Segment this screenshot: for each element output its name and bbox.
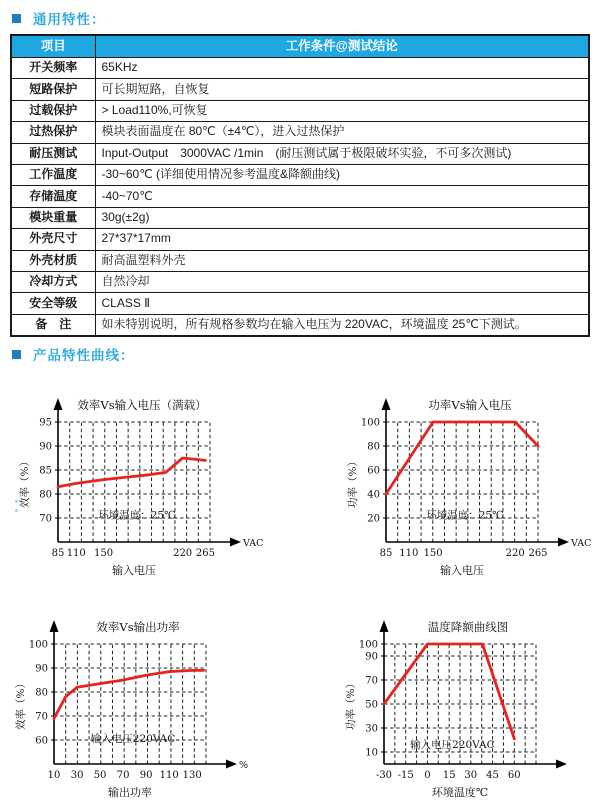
table-row [11,314,589,336]
x-tick-label: 10 [47,770,61,781]
row-value: 可长期短路，自恢复 [95,79,589,100]
y-tick-label: 90 [365,651,378,663]
x-axis-arrow-icon [556,760,567,769]
row-value: 耐高温塑料外壳 [95,250,589,271]
y-tick-label: 70 [365,675,378,687]
section-general-header [12,8,106,28]
table-header-row [11,35,589,58]
x-tick-label: 0 [424,770,431,781]
chart-efficiency-vs-input-voltage [18,396,270,582]
row-value: Input-Output 3000VAC /1min (耐压测试属于极限破坏实验，不可多次测试) [95,143,589,164]
row-label: 备 注 [11,314,95,336]
y-tick-label: 10 [365,747,378,759]
x-tick-label: 265 [195,548,215,559]
y-axis-label: 功率（%） [347,456,359,508]
y-tick-label: 85 [39,465,52,477]
table-row [11,79,589,100]
y-axis-arrow-icon [382,398,391,410]
y-tick-label: 90 [35,663,48,675]
y-axis-arrow-icon [380,620,389,632]
x-axis-label: 输入电压 [112,564,156,577]
x-tick-label: 110 [66,548,86,559]
row-value: 自然冷却 [95,271,589,292]
y-axis-label: 效率（%） [15,678,27,730]
y-tick-label: 30 [365,723,378,735]
x-tick-label: 70 [116,770,130,781]
x-tick-label: 30 [464,770,478,781]
section-general-title: 通用特性： [33,12,106,27]
row-label: 开关频率 [11,58,95,79]
chart-title: 功率Vs输入电压 [428,398,512,412]
section-curves-title: 产品特性曲线： [33,348,135,363]
data-curve [58,458,205,487]
square-bullet-icon [12,14,21,23]
y-tick-label: 100 [360,417,380,429]
y-tick-label: 50 [365,699,378,711]
row-value: 65KHz [95,58,589,79]
chart-title: 效率Vs输出功率 [96,620,180,634]
table-row [11,122,589,143]
x-tick-label: 85 [51,548,65,559]
row-label: 过热保护 [11,122,95,143]
table-row [11,271,589,292]
y-tick-label: 100 [28,639,48,651]
chart-annotation: 输入电压220VAC [410,738,495,751]
y-tick-label: 60 [367,465,380,477]
table-row [11,186,589,207]
x-tick-label: 150 [94,548,114,559]
square-bullet-icon [12,350,21,359]
x-tick-label: -15 [397,770,414,781]
row-label: 工作温度 [11,164,95,185]
x-tick-label: 130 [182,770,202,781]
general-spec-table [10,34,590,337]
y-tick-label: 70 [35,711,48,723]
row-label: 模块重量 [11,207,95,228]
y-tick-label: 80 [35,687,48,699]
data-curve [386,422,538,494]
row-value: 30g(±2g) [95,207,589,228]
row-value: 27*37*17mm [95,229,589,250]
chart-annotation: 输入电压220VAC [90,732,176,745]
x-tick-label: 60 [507,770,521,781]
chart-annotation: 环境温度：25℃ [426,509,504,522]
row-value: 模块表面温度在 80℃（±4℃），进入过热保护 [95,122,589,143]
y-tick-label: 90 [39,441,52,453]
x-tick-label: 220 [505,548,525,559]
chart-efficiency-vs-output-power [14,618,266,804]
row-label: 冷却方式 [11,271,95,292]
table-body [11,58,589,337]
row-label: 存储温度 [11,186,95,207]
x-tick-label: 110 [399,548,419,559]
y-axis-label: 功率（%） [345,678,357,730]
row-value: > Load110%,可恢复 [95,100,589,121]
x-axis-label: 输入电压 [440,564,484,577]
table-row [11,293,589,314]
x-tick-label: 85 [379,548,393,559]
x-axis-label: 输出功率 [108,786,152,799]
x-tick-label: -30 [375,770,393,781]
x-tick-label: 110 [159,770,179,781]
y-tick-label: 95 [39,417,52,429]
table-row [11,207,589,228]
x-tick-label: 50 [93,770,107,781]
y-tick-label: 70 [39,513,52,525]
table-row [11,229,589,250]
y-tick-label: 40 [367,489,380,501]
x-axis-arrow-icon [226,760,237,769]
row-label: 短路保护 [11,79,95,100]
y-tick-label: 80 [367,441,380,453]
col-header-conditions: 工作条件@测试结论 [95,35,589,58]
x-unit-label: % [239,760,249,771]
table-row [11,143,589,164]
row-label: 安全等级 [11,293,95,314]
col-header-item: 项目 [11,35,95,58]
row-value: -30~60℃ (详细使用情况参考温度&降额曲线) [95,164,589,185]
x-tick-label: 220 [173,548,193,559]
row-label: 外壳材质 [11,250,95,271]
y-tick-label: 80 [39,489,52,501]
y-axis-label: 效率（%） [19,456,31,508]
y-axis-arrow-icon [54,398,63,410]
x-tick-label: 45 [486,770,499,781]
y-axis-arrow-icon [50,620,59,632]
y-tick-label: 60 [35,735,48,747]
row-label: 外壳尺寸 [11,229,95,250]
section-curves-header [12,344,135,364]
data-curve [54,670,204,718]
table-row [11,100,589,121]
x-axis-arrow-icon [558,538,569,547]
x-tick-label: 30 [70,770,84,781]
x-tick-label: 90 [139,770,153,781]
x-axis-label: 环境温度℃ [431,786,489,799]
chart-power-vs-input-voltage [346,396,598,582]
row-value: -40~70℃ [95,186,589,207]
table-row [11,58,589,79]
y-tick-label: 20 [367,513,380,525]
row-label: 耐压测试 [11,143,95,164]
y-tick-label: 100 [358,639,378,651]
x-tick-label: 15 [442,770,456,781]
row-value: 如未特别说明，所有规格参数均在输入电压为 220VAC，环境温度 25℃下测试。 [95,314,589,336]
x-tick-label: 265 [528,548,548,559]
x-tick-label: 150 [423,548,443,559]
chart-temperature-derating [344,618,596,804]
table-row [11,250,589,271]
x-unit-label: VAC [243,538,264,549]
chart-title: 温度降额曲线图 [427,620,509,634]
row-value: CLASS Ⅱ [95,293,589,314]
x-axis-arrow-icon [230,538,241,547]
x-unit-label: VAC [571,538,592,549]
row-label: 过载保护 [11,100,95,121]
chart-annotation: 环境温度：25℃ [98,509,176,522]
chart-title: 效率Vs输入电压（满载） [77,398,207,412]
table-row [11,164,589,185]
